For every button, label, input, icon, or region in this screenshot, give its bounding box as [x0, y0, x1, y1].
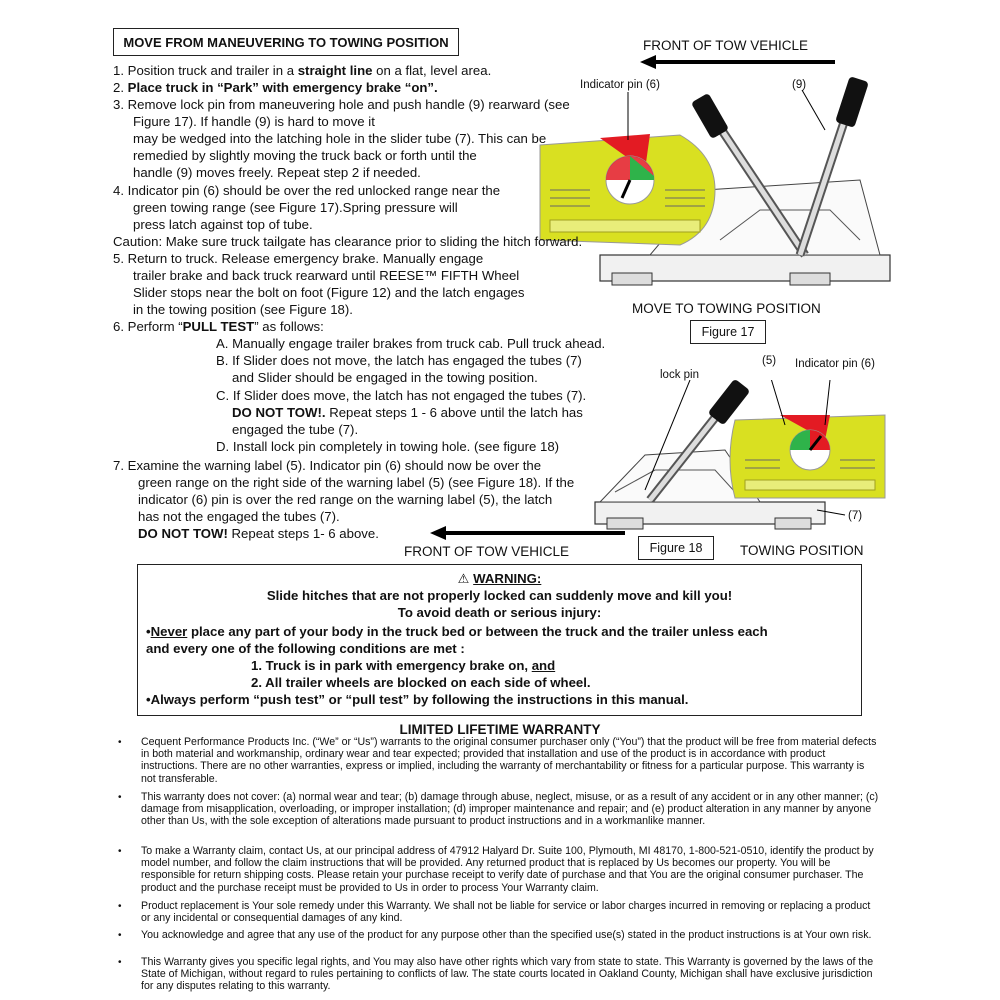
- warranty-para-5: You acknowledge and agree that any use of the product for any purpose other than the specified use(s) stated in the product instructions is at Your own risk.: [141, 929, 872, 941]
- warranty-para-2: This warranty does not cover: (a) normal wear and tear; (b) damage through abuse, neglect, misuse, or as a result of any accident or in any other manner; (c) damage from misapplication, overloading, or improper installation; (d) improper maintenance and repair; and (e) product alteration in any manner by anyone other than Us, with the sole exception of alterations made pursuant to product instructions and in a workmanlike manner.: [141, 791, 879, 828]
- step-5-line-4: in the towing position (see Figure 18).: [133, 302, 353, 317]
- bullet: •: [118, 957, 122, 968]
- step-4: 4. Indicator pin (6) should be over the red unlocked range near the: [113, 183, 501, 198]
- bullet: •: [118, 846, 122, 857]
- step-3: 3. Remove lock pin from maneuvering hole and push handle (9) rearward (see: [113, 97, 570, 112]
- warning-line-4: •Always perform “push test” or “pull test” by following the instructions in this manual.: [146, 692, 689, 707]
- step-7-line-2: green range on the right side of the warning label (5) (see Figure 18). If the: [138, 475, 575, 490]
- step-6-d: D. Install lock pin completely in towing hole. (see figure 18): [216, 439, 560, 454]
- figure-18-five-label: (5): [762, 355, 777, 367]
- warning-title: ⚠ WARNING:: [457, 571, 542, 586]
- warning-condition-2: 2. All trailer wheels are blocked on each side of wheel.: [251, 675, 591, 690]
- step-6-c-line-2: DO NOT TOW!. Repeat steps 1 - 6 above until the latch has: [232, 405, 583, 420]
- bullet: •: [118, 901, 122, 912]
- step-3-line-3: may be wedged into the latching hole in the slider tube (7). This can be: [133, 131, 547, 146]
- warranty-para-1: Cequent Performance Products Inc. (“We” or “Us”) warrants to the original consumer purchaser only (“You”) that the product will be free from material defects in both material and workmanship, ordinary wear and tear expected; provided that installation and use of the product is in accordance with product instructions. There are no other warranties, express or implied, including the warranty of merchantability or fitness for a particular purpose. This warranty is not transferable.: [141, 736, 877, 785]
- warning-line-2: To avoid death or serious injury:: [397, 605, 602, 620]
- warranty-para-3: To make a Warranty claim, contact Us, at our principal address of 47912 Halyard Dr. Suite 100, Plymouth, MI 48170, 1-800-521-0510, identify the product by model number, and follow the claim instructions that will be provided. Any returned product that is replaced by Us becomes our property. You will be responsible for return shipping costs. Please retain your purchase receipt to verify date of purchase and that You are the original consumer purchaser. The product and the purchase receipt must be provided to Us in order to process Your Warranty claim.: [141, 845, 874, 894]
- warning-line-3b: and every one of the following conditions are met :: [146, 641, 465, 656]
- step-6-c-line-3: engaged the tube (7).: [232, 422, 359, 437]
- figure-18-front-arrow: [430, 523, 630, 543]
- step-3-line-2: Figure 17). If handle (9) is hard to move it: [133, 114, 375, 129]
- step-4-line-3: press latch against top of tube.: [133, 217, 313, 232]
- step-3-line-4: remedied by slightly moving the truck back or forth until the: [133, 148, 477, 163]
- step-6-c: C. If Slider does move, the latch has not engaged the tubes (7).: [216, 388, 587, 403]
- figure-17-front-label: FRONT OF TOW VEHICLE: [643, 38, 809, 53]
- figure-18-seven-label: (7): [848, 510, 863, 522]
- figure-17-illustration: [530, 70, 910, 310]
- step-5: 5. Return to truck. Release emergency brake. Manually engage: [113, 251, 484, 266]
- figure-18-indicator-label: Indicator pin (6): [795, 358, 875, 370]
- figure-18-label: Figure 18: [638, 536, 714, 560]
- figure-18-lockpin-label: lock pin: [660, 369, 699, 381]
- figure-17-label: Figure 17: [690, 320, 766, 344]
- step-5-line-3: Slider stops near the bolt on foot (Figure 12) and the latch engages: [133, 285, 525, 300]
- warranty-para-4: Product replacement is Your sole remedy under this Warranty. We shall not be liable for service or labor charges incurred in removing or replacing a product or any incidental or consequential damages of any kind.: [141, 900, 871, 925]
- warning-box: [137, 564, 862, 716]
- warning-line-3: •Never place any part of your body in the truck bed or between the truck and the trailer unless each: [146, 624, 768, 639]
- warranty-para-6: This Warranty gives you specific legal rights, and You may also have other rights which vary from state to state. This Warranty is governed by the laws of the State of Michigan, without regard to rules pertaining to conflicts of law. The state courts located in Oakland County, Michigan shall have exclusive jurisdiction for any disputes relating to this warranty.: [141, 956, 874, 993]
- bullet: •: [118, 737, 122, 748]
- step-2: 2. Place truck in “Park” with emergency brake “on”.: [113, 80, 438, 95]
- step-6-a: A. Manually engage trailer brakes from truck cab. Pull truck ahead.: [216, 336, 606, 351]
- step-6: 6. Perform “PULL TEST” as follows:: [113, 319, 324, 334]
- step-6-b: B. If Slider does not move, the latch has engaged the tubes (7): [216, 353, 582, 368]
- figure-18-caption: TOWING POSITION: [740, 543, 864, 558]
- step-7-line-4: has not the engaged the tubes (7).: [138, 509, 340, 524]
- warning-triangle-icon: ⚠: [457, 571, 470, 586]
- warranty-title: LIMITED LIFETIME WARRANTY: [399, 722, 601, 737]
- warning-line-1: Slide hitches that are not properly locked can suddenly move and kill you!: [266, 588, 733, 603]
- step-1: 1. Position truck and trailer in a straight line on a flat, level area.: [113, 63, 492, 78]
- figure-17-handle-label: (9): [792, 79, 807, 91]
- step-7-line-5: DO NOT TOW! Repeat steps 1- 6 above.: [138, 526, 379, 541]
- bullet: •: [118, 930, 122, 941]
- figure-17-front-arrow: [640, 52, 840, 72]
- step-7-line-3: indicator (6) pin is over the red range on the warning label (5), the latch: [138, 492, 553, 507]
- figure-18-front-label: FRONT OF TOW VEHICLE: [404, 544, 570, 559]
- step-3-line-5: handle (9) moves freely. Repeat step 2 if needed.: [133, 165, 421, 180]
- section-header: MOVE FROM MANEUVERING TO TOWING POSITION: [113, 28, 459, 56]
- bullet: •: [118, 792, 122, 803]
- step-6-b-line-2: and Slider should be engaged in the towing position.: [232, 370, 538, 385]
- figure-17-indicator-label: Indicator pin (6): [580, 79, 660, 91]
- warning-condition-1: 1. Truck is in park with emergency brake on, and: [251, 658, 556, 673]
- figure-17-caption: MOVE TO TOWING POSITION: [632, 301, 821, 316]
- step-5-line-2: trailer brake and back truck rearward until REESE™ FIFTH Wheel: [133, 268, 520, 283]
- step-4-line-2: green towing range (see Figure 17).Spring pressure will: [133, 200, 458, 215]
- step-7: 7. Examine the warning label (5). Indicator pin (6) should now be over the: [113, 458, 542, 473]
- caution-note: Caution: Make sure truck tailgate has clearance prior to sliding the hitch forward.: [113, 234, 583, 249]
